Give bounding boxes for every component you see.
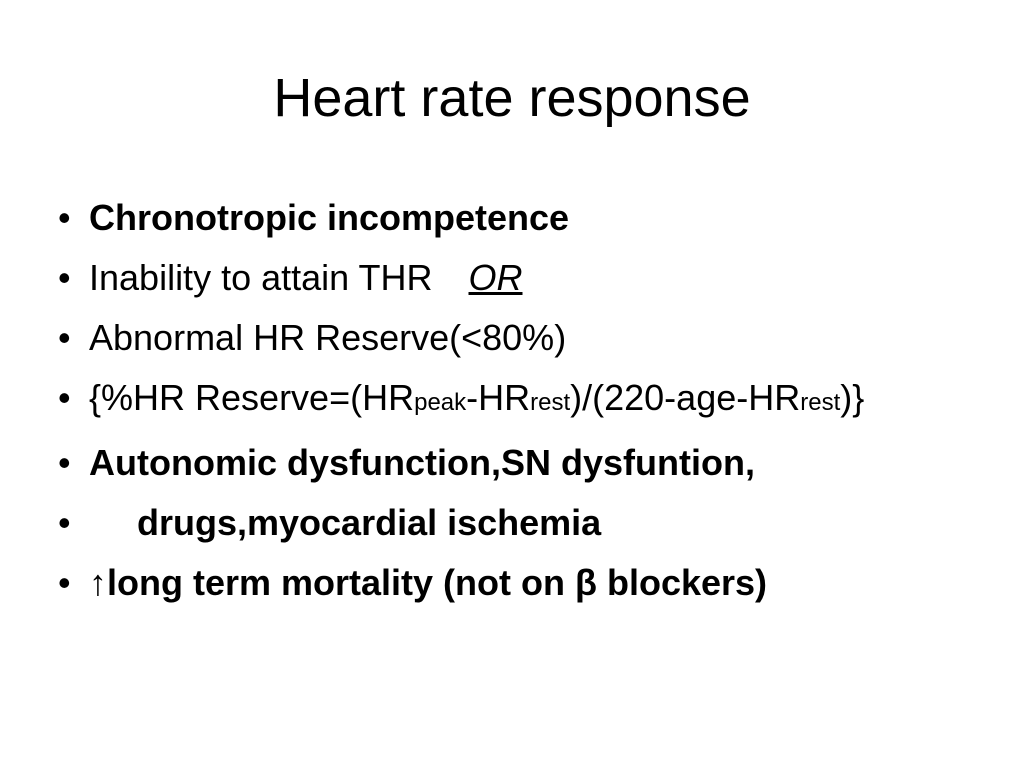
bullet-icon: •: [58, 197, 71, 238]
formula-part: )/(220-age-HR: [570, 377, 801, 418]
bullet-text: Inability to attain THR: [89, 257, 433, 298]
bullet-icon: •: [58, 377, 71, 418]
bullet-item-hr-reserve-formula: [58, 368, 998, 433]
bullet-icon: •: [58, 502, 71, 543]
bullet-text: drugs,myocardial ischemia: [137, 502, 602, 543]
formula-subscript: peak: [414, 389, 467, 416]
bullet-icon: •: [58, 562, 71, 603]
bullet-item-chronotropic-incompetence: [58, 188, 998, 248]
bullet-icon: •: [58, 257, 71, 298]
bullet-text: Abnormal HR Reserve(<80%): [89, 317, 567, 358]
formula-part: )}: [840, 377, 865, 418]
bullet-item-long-term-mortality: [58, 553, 998, 613]
bullet-text: ↑long term mortality (not on β blockers): [89, 562, 768, 603]
bullet-text: Chronotropic incompetence: [89, 197, 570, 238]
bullet-icon: •: [58, 442, 71, 483]
bullet-item-abnormal-hr-reserve: [58, 308, 998, 368]
bullet-item-inability-thr: [58, 248, 998, 308]
formula-part: -HR: [466, 377, 531, 418]
bullet-list: [58, 188, 998, 613]
slide-title: Heart rate response: [273, 68, 751, 128]
bullet-text: Autonomic dysfunction,SN dysfuntion,: [89, 442, 755, 483]
or-keyword: OR: [468, 257, 523, 298]
bullet-item-drugs-ischemia: [58, 493, 998, 553]
bullet-item-autonomic-dysfunction: [58, 433, 998, 493]
bullet-icon: •: [58, 317, 71, 358]
formula-part: {%HR Reserve=(HR: [89, 377, 415, 418]
formula-subscript: rest: [800, 389, 841, 416]
formula-subscript: rest: [530, 389, 571, 416]
